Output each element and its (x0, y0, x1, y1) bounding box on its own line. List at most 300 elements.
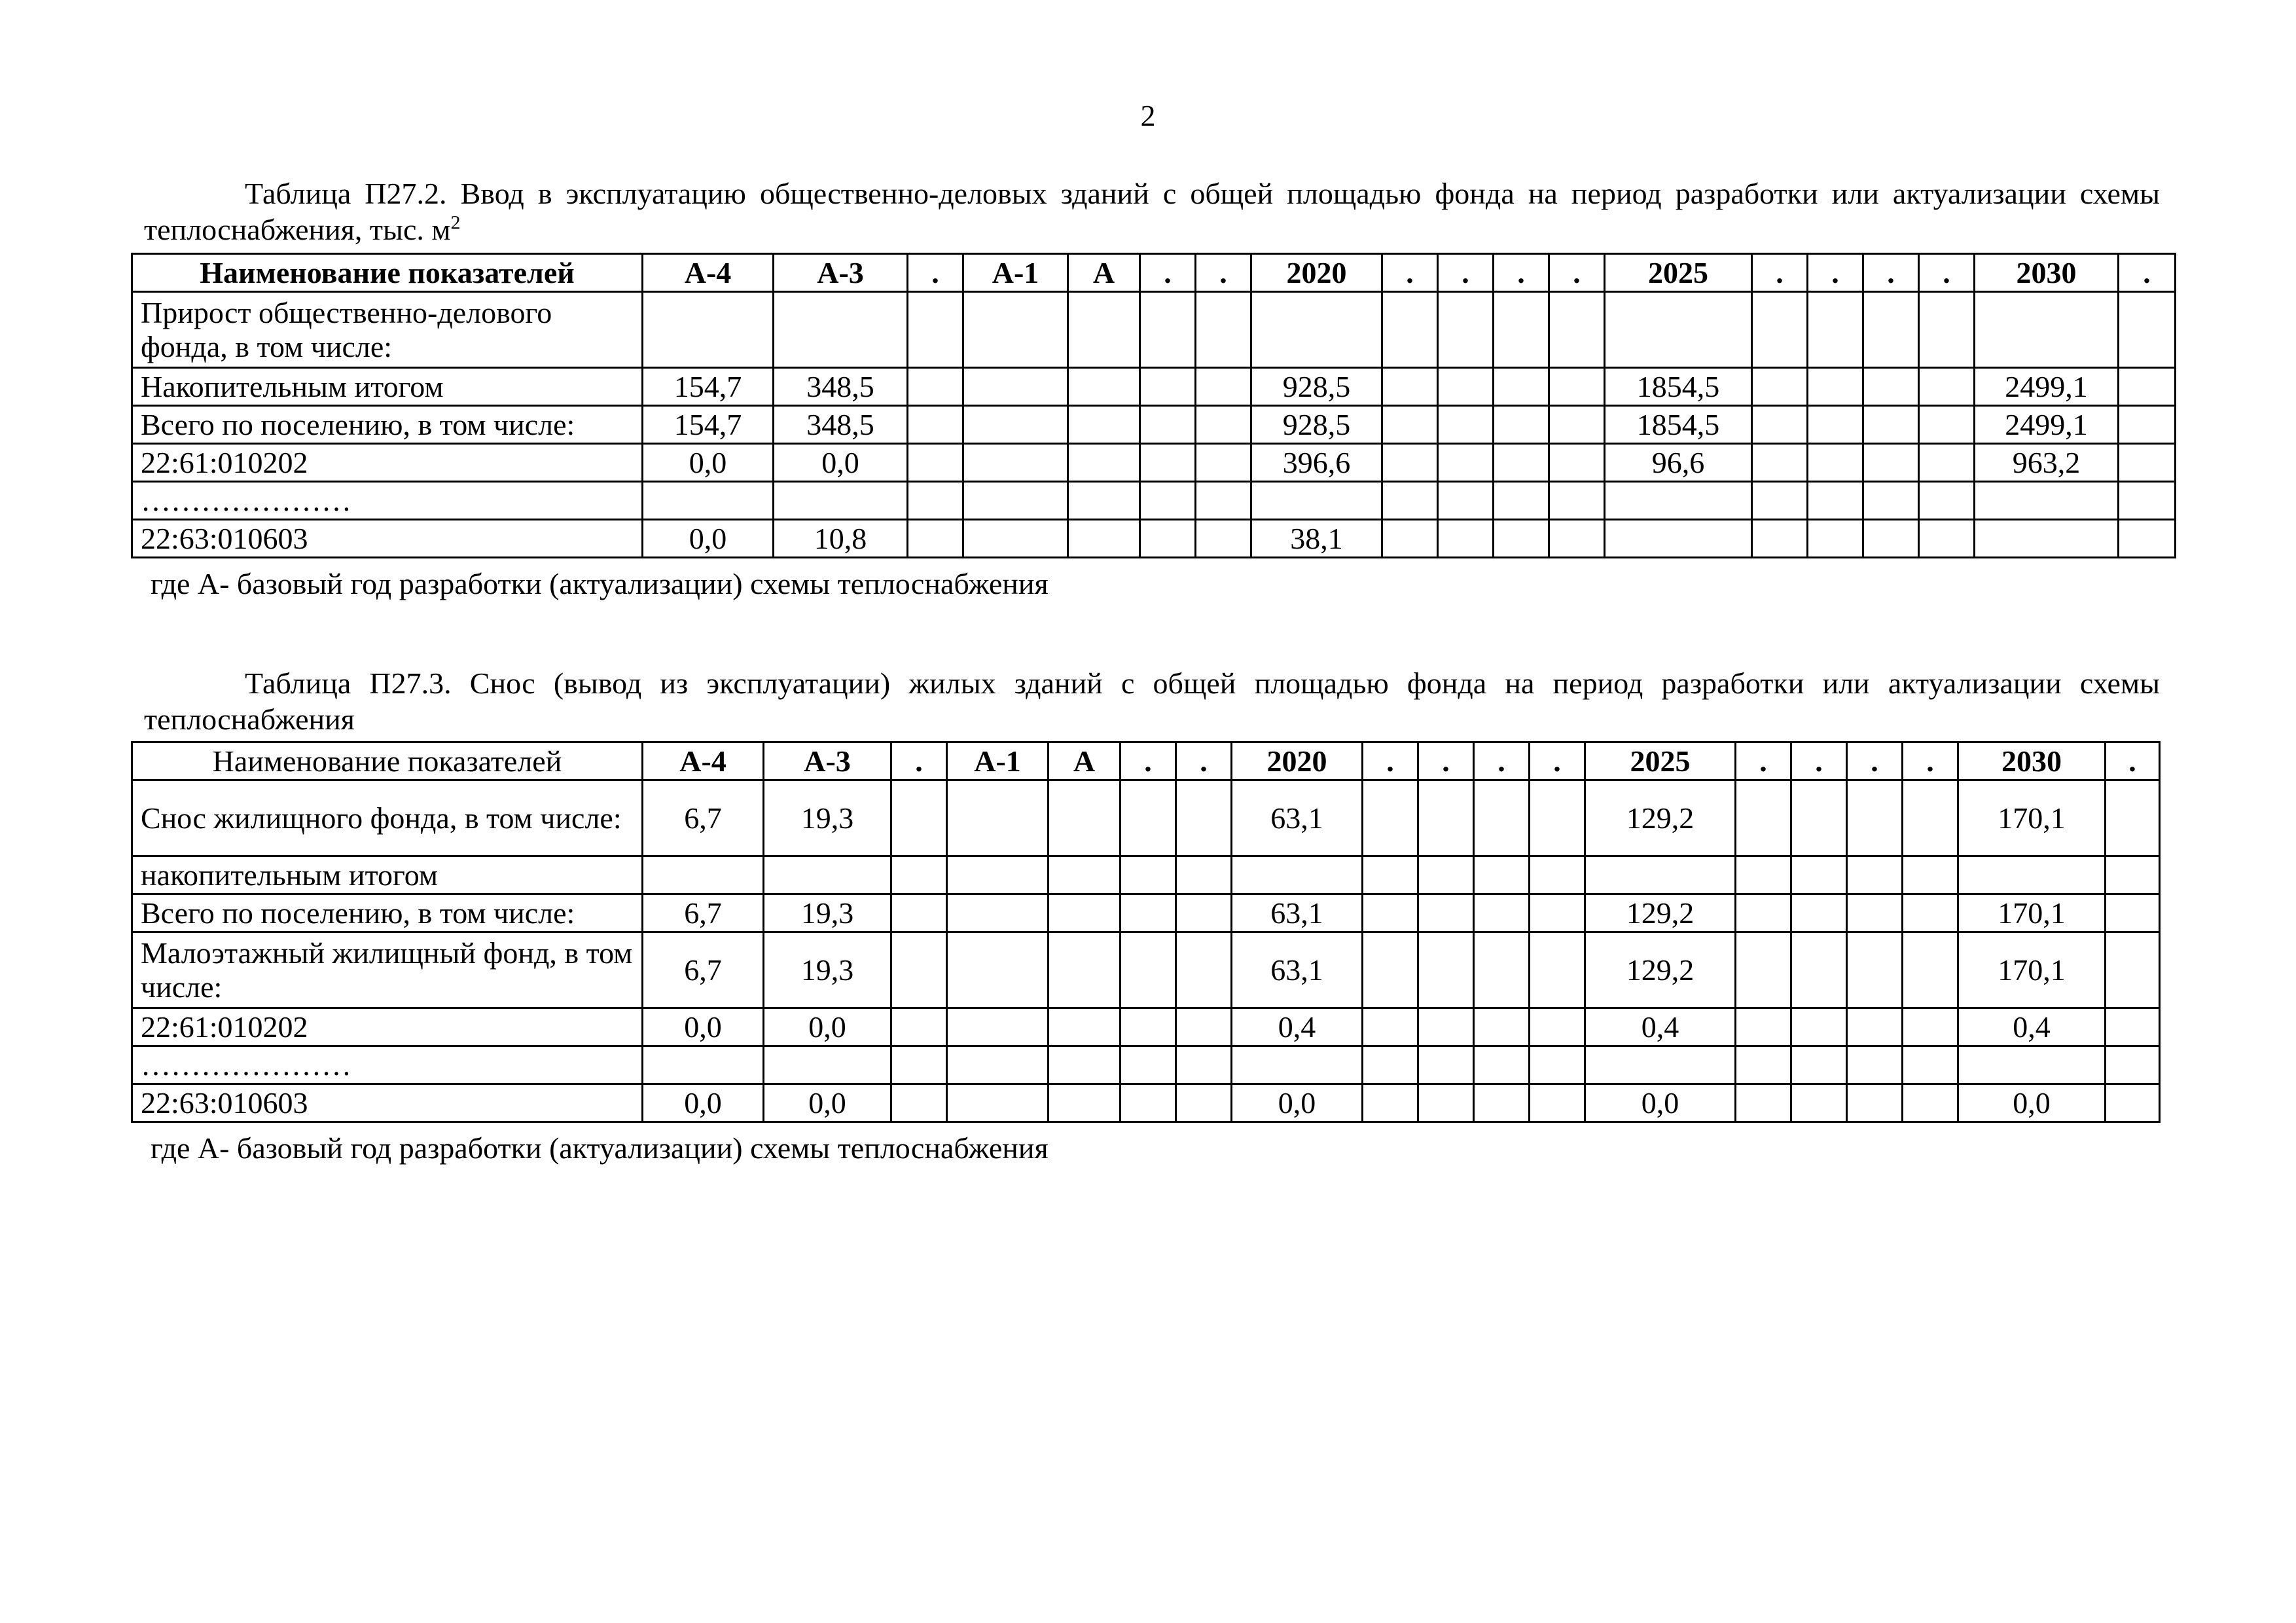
table-cell (908, 292, 963, 368)
table-cell (1068, 482, 1140, 520)
table-cell (1382, 482, 1438, 520)
table-cell: 0,0 (774, 444, 908, 482)
table-row (132, 482, 2176, 520)
table-cell (1474, 856, 1530, 894)
table-cell: 129,2 (1585, 894, 1736, 932)
table-cell (1438, 368, 1494, 406)
row-label: Малоэтажный жилищный фонд, в том числе: (132, 932, 643, 1008)
table-cell (1418, 1046, 1474, 1084)
table-cell (2119, 292, 2176, 368)
table-cell (1121, 1084, 1176, 1122)
table-cell (1549, 406, 1605, 444)
header-cell-name: Наименование показателей (132, 742, 643, 780)
table-cell (908, 520, 963, 558)
table-cell (1808, 520, 1863, 558)
table-cell (1049, 1046, 1121, 1084)
header-cell: А-4 (643, 742, 764, 780)
table-row (132, 292, 2176, 368)
table-cell (1176, 932, 1232, 1008)
table-cell: 0,0 (643, 1084, 764, 1122)
table-cell (947, 856, 1049, 894)
table-cell (1418, 894, 1474, 932)
header-cell: . (1863, 254, 1919, 292)
table-cell (1068, 406, 1140, 444)
table-cell (1958, 856, 2106, 894)
table2-body (132, 742, 2160, 1122)
table-cell (891, 1084, 947, 1122)
table-cell (1418, 780, 1474, 856)
table-row (132, 932, 2160, 1008)
table-cell (1605, 482, 1752, 520)
table-cell: 0,0 (1585, 1084, 1736, 1122)
table-cell (1847, 1008, 1903, 1046)
table-cell (908, 406, 963, 444)
table-cell (1530, 1084, 1585, 1122)
table-cell: 6,7 (643, 894, 764, 932)
table-cell (1736, 856, 1791, 894)
table-cell (1049, 1008, 1121, 1046)
table-cell: 129,2 (1585, 932, 1736, 1008)
table-cell (1752, 520, 1808, 558)
table-cell (891, 780, 947, 856)
table-cell (908, 444, 963, 482)
table-cell (1791, 932, 1847, 1008)
table-cell (1196, 520, 1251, 558)
table2-caption (144, 665, 2160, 737)
table-cell (1863, 368, 1919, 406)
table-cell (1585, 1046, 1736, 1084)
table-cell (1474, 1046, 1530, 1084)
table-cell (1585, 856, 1736, 894)
header-cell: . (2106, 742, 2160, 780)
table-cell (1530, 1008, 1585, 1046)
row-label: 22:63:010603 (132, 520, 643, 558)
table-cell (1176, 1008, 1232, 1046)
row-label: Снос жилищного фонда, в том числе: (132, 780, 643, 856)
header-cell: 2030 (1958, 742, 2106, 780)
table-cell (947, 780, 1049, 856)
table-cell (1975, 482, 2119, 520)
table-cell (643, 482, 774, 520)
table-cell (1808, 368, 1863, 406)
table-cell (963, 368, 1068, 406)
table-cell (1474, 1084, 1530, 1122)
table-cell (1863, 482, 1919, 520)
header-cell: . (1494, 254, 1549, 292)
table-cell (947, 1046, 1049, 1084)
table-cell (1382, 406, 1438, 444)
table-cell: 0,0 (643, 444, 774, 482)
table-cell (1736, 780, 1791, 856)
table-cell (2119, 482, 2176, 520)
table-cell (1808, 292, 1863, 368)
header-cell: . (1382, 254, 1438, 292)
table-cell (1363, 894, 1418, 932)
table-row (132, 1046, 2160, 1084)
table-cell (1791, 1008, 1847, 1046)
row-label: Всего по поселению, в том числе: (132, 406, 643, 444)
header-cell: . (1363, 742, 1418, 780)
header-row (132, 742, 2160, 780)
table-cell (1382, 368, 1438, 406)
table-cell (2106, 856, 2160, 894)
header-cell: . (1474, 742, 1530, 780)
table-cell (1474, 1008, 1530, 1046)
table-cell (1530, 780, 1585, 856)
table-cell (1140, 482, 1196, 520)
table-cell (1363, 1008, 1418, 1046)
table-cell (1176, 1046, 1232, 1084)
table-cell (1736, 932, 1791, 1008)
header-cell: . (1549, 254, 1605, 292)
table-cell (643, 1046, 764, 1084)
table-cell (1494, 368, 1549, 406)
table-cell (1474, 780, 1530, 856)
table-cell (2106, 780, 2160, 856)
header-cell-name: Наименование показателей (132, 254, 643, 292)
header-cell: . (1736, 742, 1791, 780)
table-cell (1196, 368, 1251, 406)
table-cell (2106, 1046, 2160, 1084)
table-cell (1903, 894, 1958, 932)
table-cell (1530, 894, 1585, 932)
table-cell (1530, 932, 1585, 1008)
header-cell: . (1752, 254, 1808, 292)
table-cell: 19,3 (764, 780, 891, 856)
table-cell (1549, 292, 1605, 368)
header-cell: . (1121, 742, 1176, 780)
header-cell: 2025 (1585, 742, 1736, 780)
header-cell: . (1919, 254, 1975, 292)
table-cell (1121, 1008, 1176, 1046)
table-cell (1068, 520, 1140, 558)
table-cell (1549, 444, 1605, 482)
table-cell (1049, 932, 1121, 1008)
page-number: 2 (1140, 99, 1156, 132)
table-cell (1494, 520, 1549, 558)
table-cell: 170,1 (1958, 894, 2106, 932)
table-cell (1736, 1084, 1791, 1122)
table-cell (1549, 520, 1605, 558)
table-cell (2106, 1084, 2160, 1122)
table-cell (1418, 932, 1474, 1008)
table-cell (643, 856, 764, 894)
table-cell (764, 856, 891, 894)
row-label: накопительным итогом (132, 856, 643, 894)
table-cell (947, 1008, 1049, 1046)
table-cell (891, 1046, 947, 1084)
table-cell (1474, 932, 1530, 1008)
table-cell (1752, 444, 1808, 482)
table-cell (1068, 368, 1140, 406)
table-cell (1382, 520, 1438, 558)
table-cell (1863, 292, 1919, 368)
table-cell (1903, 1008, 1958, 1046)
table-cell (2119, 406, 2176, 444)
table-cell (1549, 368, 1605, 406)
header-cell: 2025 (1605, 254, 1752, 292)
header-cell: А-4 (643, 254, 774, 292)
table-cell: 0,0 (643, 1008, 764, 1046)
table-cell (1903, 856, 1958, 894)
table1-caption-text: Таблица П27.2. Ввод в эксплуатацию общественно-деловых зданий с общей площадью фонда на период разработки или актуализации схемы теплоснабжения, тыс. м (144, 177, 2160, 246)
table-cell (1975, 520, 2119, 558)
table-cell: 0,4 (1232, 1008, 1363, 1046)
table1-caption-superscript: 2 (450, 211, 461, 234)
table-cell: 170,1 (1958, 780, 2106, 856)
table-cell: 38,1 (1251, 520, 1382, 558)
table-cell (2119, 444, 2176, 482)
table-cell (1549, 482, 1605, 520)
table-cell (1847, 894, 1903, 932)
table-row (132, 520, 2176, 558)
table-row (132, 406, 2176, 444)
table-cell (1382, 292, 1438, 368)
table-cell (1919, 482, 1975, 520)
header-cell: . (1176, 742, 1232, 780)
table-cell (1752, 482, 1808, 520)
table-cell: 6,7 (643, 932, 764, 1008)
header-cell: . (1530, 742, 1585, 780)
table-cell: 963,2 (1975, 444, 2119, 482)
table-cell (1363, 780, 1418, 856)
row-label: ………………… (132, 482, 643, 520)
table-cell: 1854,5 (1605, 368, 1752, 406)
table-cell: 0,4 (1585, 1008, 1736, 1046)
table-cell (1068, 292, 1140, 368)
table-cell (1121, 780, 1176, 856)
table-cell: 10,8 (774, 520, 908, 558)
table-cell (1049, 1084, 1121, 1122)
table-cell (1791, 780, 1847, 856)
table-cell (891, 894, 947, 932)
table-cell (963, 482, 1068, 520)
table1-note: где А- базовый год разработки (актуализации) схемы теплоснабжения (151, 567, 1049, 600)
table-cell (947, 894, 1049, 932)
header-cell: . (1140, 254, 1196, 292)
header-cell: А (1068, 254, 1140, 292)
table-cell (1176, 1084, 1232, 1122)
table-cell: 129,2 (1585, 780, 1736, 856)
header-cell: . (1418, 742, 1474, 780)
table-cell (1919, 292, 1975, 368)
table-cell: 2499,1 (1975, 406, 2119, 444)
table-cell (908, 482, 963, 520)
table-cell: 0,0 (764, 1084, 891, 1122)
table-cell (1752, 406, 1808, 444)
table-cell (1251, 292, 1382, 368)
table-cell (1363, 1084, 1418, 1122)
table-cell (1494, 292, 1549, 368)
table-cell: 0,0 (643, 520, 774, 558)
table-cell (1605, 520, 1752, 558)
table-cell: 170,1 (1958, 932, 2106, 1008)
table-cell (774, 292, 908, 368)
table1-body (132, 254, 2176, 558)
table2-caption-text: Таблица П27.3. Снос (вывод из эксплуатации) жилых зданий с общей площадью фонда на период разработки или актуализации схемы теплоснабжения (144, 666, 2160, 736)
table-cell (1736, 1008, 1791, 1046)
row-label: Прирост общественно-делового фонда, в том числе: (132, 292, 643, 368)
table-cell (1736, 894, 1791, 932)
table-cell (1196, 482, 1251, 520)
header-cell: А-1 (963, 254, 1068, 292)
table-cell (1232, 1046, 1363, 1084)
table-cell (1919, 368, 1975, 406)
table-cell (1049, 780, 1121, 856)
table-cell (1121, 1046, 1176, 1084)
table-cell: 96,6 (1605, 444, 1752, 482)
table-cell (1919, 520, 1975, 558)
table-cell (1847, 1046, 1903, 1084)
table-cell: 6,7 (643, 780, 764, 856)
table-cell (1903, 932, 1958, 1008)
header-row (132, 254, 2176, 292)
table-cell (1140, 292, 1196, 368)
row-label: 22:61:010202 (132, 1008, 643, 1046)
table-cell (1363, 1046, 1418, 1084)
table-cell: 63,1 (1232, 932, 1363, 1008)
table-cell: 0,4 (1958, 1008, 2106, 1046)
table-cell (1121, 932, 1176, 1008)
header-cell: . (1903, 742, 1958, 780)
table-cell (891, 932, 947, 1008)
table-cell (1975, 292, 2119, 368)
table-cell: 63,1 (1232, 780, 1363, 856)
table-cell (1903, 780, 1958, 856)
table-cell: 19,3 (764, 894, 891, 932)
table-cell (1049, 856, 1121, 894)
table-cell (1808, 444, 1863, 482)
table-cell: 0,0 (764, 1008, 891, 1046)
table2 (131, 741, 2161, 1123)
table-cell (1196, 444, 1251, 482)
table-cell (1752, 368, 1808, 406)
table-cell: 928,5 (1251, 368, 1382, 406)
table-cell (1418, 1084, 1474, 1122)
table-cell (1494, 444, 1549, 482)
table-cell (1196, 406, 1251, 444)
table-cell (2119, 520, 2176, 558)
table-cell (1140, 406, 1196, 444)
table-cell (764, 1046, 891, 1084)
table-cell (891, 1008, 947, 1046)
table-row (132, 1008, 2160, 1046)
header-cell: А-1 (947, 742, 1049, 780)
table-cell (1140, 520, 1196, 558)
table-cell (1251, 482, 1382, 520)
table-cell: 154,7 (643, 406, 774, 444)
header-cell: . (908, 254, 963, 292)
table-cell (1438, 406, 1494, 444)
header-cell: 2020 (1232, 742, 1363, 780)
table-cell: 396,6 (1251, 444, 1382, 482)
header-cell: . (1438, 254, 1494, 292)
table-cell (1847, 1084, 1903, 1122)
table-cell: 0,0 (1232, 1084, 1363, 1122)
table-cell (1847, 856, 1903, 894)
table-cell (774, 482, 908, 520)
header-cell: . (891, 742, 947, 780)
table2-note: где А- базовый год разработки (актуализации) схемы теплоснабжения (151, 1131, 1049, 1165)
row-label: ………………… (132, 1046, 643, 1084)
table-cell (1791, 1046, 1847, 1084)
table-cell (1494, 482, 1549, 520)
table-cell (963, 406, 1068, 444)
row-label: 22:63:010603 (132, 1084, 643, 1122)
table-cell (1791, 894, 1847, 932)
table-cell (1438, 292, 1494, 368)
table-cell (1863, 406, 1919, 444)
header-cell: . (1791, 742, 1847, 780)
table-cell (1363, 932, 1418, 1008)
header-cell: . (1847, 742, 1903, 780)
header-cell: . (1196, 254, 1251, 292)
table-cell (1418, 856, 1474, 894)
table-cell: 928,5 (1251, 406, 1382, 444)
table-cell (1919, 406, 1975, 444)
table-cell (1438, 444, 1494, 482)
table-cell (1418, 1008, 1474, 1046)
table-cell (1530, 856, 1585, 894)
table-cell: 154,7 (643, 368, 774, 406)
table-row (132, 894, 2160, 932)
table-cell (1958, 1046, 2106, 1084)
row-label: 22:61:010202 (132, 444, 643, 482)
table-cell (1903, 1084, 1958, 1122)
table-cell (891, 856, 947, 894)
table-row (132, 856, 2160, 894)
table-cell (1530, 1046, 1585, 1084)
table-cell (2106, 932, 2160, 1008)
table-cell (1196, 292, 1251, 368)
table-cell (1121, 894, 1176, 932)
table1-caption (144, 175, 2160, 247)
table-cell (1736, 1046, 1791, 1084)
table-cell (1605, 292, 1752, 368)
table-cell (1049, 894, 1121, 932)
table-row (132, 444, 2176, 482)
table-cell: 0,0 (1958, 1084, 2106, 1122)
row-label: Всего по поселению, в том числе: (132, 894, 643, 932)
table-row (132, 780, 2160, 856)
table-cell: 1854,5 (1605, 406, 1752, 444)
table-cell: 2499,1 (1975, 368, 2119, 406)
table-cell (1176, 894, 1232, 932)
table-cell (963, 444, 1068, 482)
table-cell (947, 1084, 1049, 1122)
table-cell (2106, 1008, 2160, 1046)
row-label: Накопительным итогом (132, 368, 643, 406)
table-cell (1176, 780, 1232, 856)
table-cell (963, 520, 1068, 558)
table-cell (1752, 292, 1808, 368)
table-cell (1863, 520, 1919, 558)
table-cell (1140, 368, 1196, 406)
table-cell (643, 292, 774, 368)
table-cell (1808, 406, 1863, 444)
table1 (131, 253, 2176, 558)
header-cell: 2030 (1975, 254, 2119, 292)
table-row (132, 1084, 2160, 1122)
table-cell (2119, 368, 2176, 406)
table-cell (2106, 894, 2160, 932)
table-cell (1438, 520, 1494, 558)
table-cell (1847, 932, 1903, 1008)
table-cell: 19,3 (764, 932, 891, 1008)
table-cell: 63,1 (1232, 894, 1363, 932)
table-cell (1474, 894, 1530, 932)
header-cell: А (1049, 742, 1121, 780)
